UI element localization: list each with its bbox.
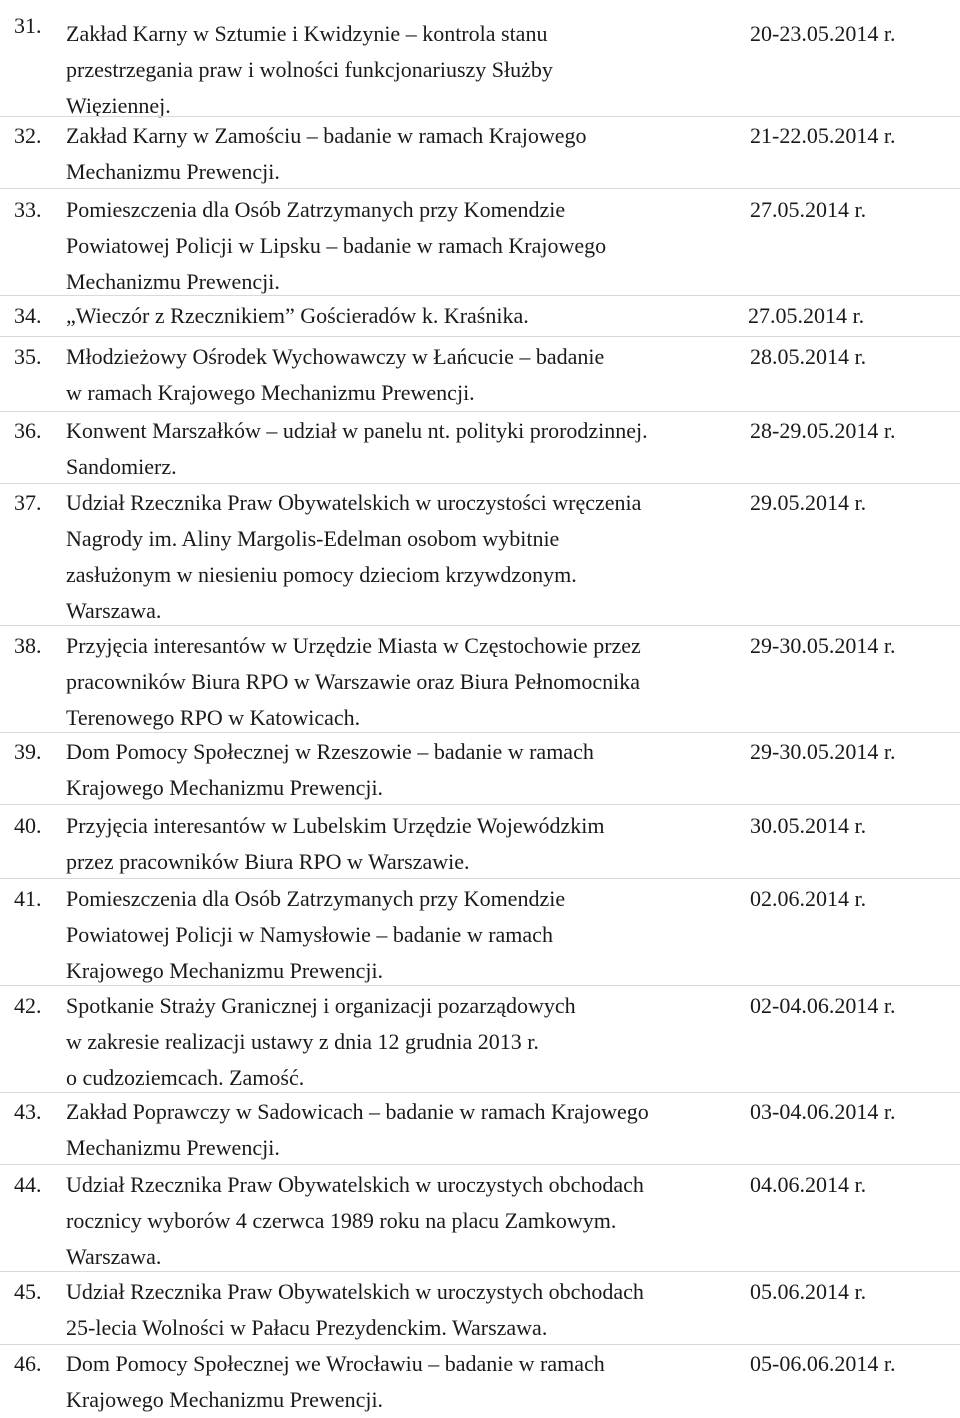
description-line: „Wieczór z Rzecznikiem” Gościeradów k. Kraśnika.	[66, 303, 529, 328]
row-description	[66, 808, 721, 880]
description-line: Mechanizmu Prewencji.	[66, 159, 280, 184]
row-number: 40.	[14, 813, 42, 838]
description-line: Dom Pomocy Społecznej we Wrocławiu – badanie w ramach	[66, 1351, 605, 1376]
row-description	[66, 413, 721, 485]
row-date: 05.06.2014 r.	[750, 1279, 867, 1304]
description-line: Pomieszczenia dla Osób Zatrzymanych przy Komendzie	[66, 886, 566, 911]
row-date: 04.06.2014 r.	[750, 1172, 867, 1197]
table-row	[0, 988, 960, 1092]
row-date: 05-06.06.2014 r.	[750, 1351, 896, 1376]
description-line: w zakresie realizacji ustawy z dnia 12 grudnia 2013 r.	[66, 1029, 539, 1054]
description-line: Mechanizmu Prewencji.	[66, 1135, 280, 1160]
row-description	[66, 339, 721, 411]
row-date: 27.05.2014 r.	[750, 197, 867, 222]
table-row	[0, 485, 960, 625]
row-number: 38.	[14, 633, 42, 658]
description-line: Sandomierz.	[66, 454, 177, 479]
row-date: 29-30.05.2014 r.	[750, 739, 896, 764]
description-line: Powiatowej Policji w Namysłowie – badanie w ramach	[66, 922, 553, 947]
row-date: 03-04.06.2014 r.	[750, 1099, 896, 1124]
description-line: przez pracowników Biura RPO w Warszawie.	[66, 849, 470, 874]
description-line: zasłużonym w niesieniu pomocy dzieciom krzywdzonym.	[66, 562, 577, 587]
row-number: 46.	[14, 1351, 42, 1376]
description-line: Udział Rzecznika Praw Obywatelskich w uroczystych obchodach	[66, 1172, 644, 1197]
row-date: 29.05.2014 r.	[750, 490, 867, 515]
table-row	[0, 8, 960, 116]
row-date: 20-23.05.2014 r.	[750, 21, 896, 46]
description-line: Dom Pomocy Społecznej w Rzeszowie – badanie w ramach	[66, 739, 594, 764]
description-line: Konwent Marszałków – udział w panelu nt. polityki prorodzinnej.	[66, 418, 648, 443]
table-row	[0, 1346, 960, 1418]
description-line: o cudzoziemcach. Zamość.	[66, 1065, 305, 1090]
row-number: 42.	[14, 993, 42, 1018]
description-line: Więziennej.	[66, 93, 171, 118]
row-description	[66, 192, 721, 300]
row-number: 34.	[14, 303, 42, 328]
table-row	[0, 118, 960, 188]
row-description	[66, 485, 721, 629]
description-line: Terenowego RPO w Katowicach.	[66, 705, 361, 730]
table-row	[0, 192, 960, 295]
description-line: Przyjęcia interesantów w Lubelskim Urzędzie Wojewódzkim	[66, 813, 605, 838]
table-row	[0, 734, 960, 804]
table-row	[0, 298, 960, 336]
description-line: Powiatowej Policji w Lipsku – badanie w ramach Krajowego	[66, 233, 607, 258]
row-description	[66, 16, 721, 124]
row-date: 28-29.05.2014 r.	[750, 418, 896, 443]
row-number: 45.	[14, 1279, 42, 1304]
row-description	[66, 1346, 721, 1418]
table-row	[0, 1094, 960, 1164]
row-number: 36.	[14, 418, 42, 443]
description-line: pracowników Biura RPO w Warszawie oraz Biura Pełnomocnika	[66, 669, 640, 694]
row-description	[66, 628, 721, 736]
row-description	[66, 1167, 721, 1275]
row-number: 44.	[14, 1172, 42, 1197]
row-description	[66, 988, 721, 1096]
description-line: Udział Rzecznika Praw Obywatelskich w uroczystych obchodach	[66, 1279, 644, 1304]
row-date: 21-22.05.2014 r.	[750, 123, 896, 148]
description-line: Udział Rzecznika Praw Obywatelskich w uroczystości wręczenia	[66, 490, 642, 515]
description-line: Krajowego Mechanizmu Prewencji.	[66, 775, 384, 800]
description-line: 25-lecia Wolności w Pałacu Prezydenckim. Warszawa.	[66, 1315, 548, 1340]
row-description	[66, 1094, 721, 1166]
row-number: 39.	[14, 739, 42, 764]
description-line: Zakład Karny w Zamościu – badanie w ramach Krajowego	[66, 123, 587, 148]
row-description	[66, 734, 721, 806]
table-row	[0, 881, 960, 985]
row-date: 28.05.2014 r.	[750, 344, 867, 369]
row-date: 02.06.2014 r.	[750, 886, 867, 911]
table-row	[0, 628, 960, 732]
description-line: Spotkanie Straży Granicznej i organizacji pozarządowych	[66, 993, 576, 1018]
row-number: 41.	[14, 886, 42, 911]
row-date: 27.05.2014 r.	[748, 303, 865, 328]
row-description	[66, 118, 721, 190]
description-line: Krajowego Mechanizmu Prewencji.	[66, 1387, 384, 1412]
table-row	[0, 1274, 960, 1344]
row-number: 32.	[14, 123, 42, 148]
row-description	[66, 1274, 721, 1346]
description-line: Przyjęcia interesantów w Urzędzie Miasta w Częstochowie przez	[66, 633, 641, 658]
row-date: 30.05.2014 r.	[750, 813, 867, 838]
description-line: Krajowego Mechanizmu Prewencji.	[66, 958, 384, 983]
row-description	[66, 881, 721, 989]
description-line: rocznicy wyborów 4 czerwca 1989 roku na placu Zamkowym.	[66, 1208, 617, 1233]
table-row	[0, 413, 960, 483]
row-number: 43.	[14, 1099, 42, 1124]
description-line: w ramach Krajowego Mechanizmu Prewencji.	[66, 380, 475, 405]
description-line: Warszawa.	[66, 1244, 162, 1269]
row-number: 31.	[14, 13, 42, 38]
table-row	[0, 808, 960, 878]
table-row	[0, 1167, 960, 1271]
description-line: Zakład Poprawczy w Sadowicach – badanie w ramach Krajowego	[66, 1099, 649, 1124]
row-description	[66, 298, 721, 334]
description-line: Mechanizmu Prewencji.	[66, 269, 280, 294]
description-line: Pomieszczenia dla Osób Zatrzymanych przy Komendzie	[66, 197, 566, 222]
row-date: 29-30.05.2014 r.	[750, 633, 896, 658]
row-number: 37.	[14, 490, 42, 515]
description-line: Zakład Karny w Sztumie i Kwidzynie – kontrola stanu	[66, 21, 548, 46]
description-line: Młodzieżowy Ośrodek Wychowawczy w Łańcucie – badanie	[66, 344, 605, 369]
row-number: 33.	[14, 197, 42, 222]
table-row	[0, 339, 960, 411]
row-number: 35.	[14, 344, 42, 369]
description-line: przestrzegania praw i wolności funkcjonariuszy Służby	[66, 57, 553, 82]
row-date: 02-04.06.2014 r.	[750, 993, 896, 1018]
description-line: Warszawa.	[66, 598, 162, 623]
description-line: Nagrody im. Aliny Margolis-Edelman osobom wybitnie	[66, 526, 560, 551]
